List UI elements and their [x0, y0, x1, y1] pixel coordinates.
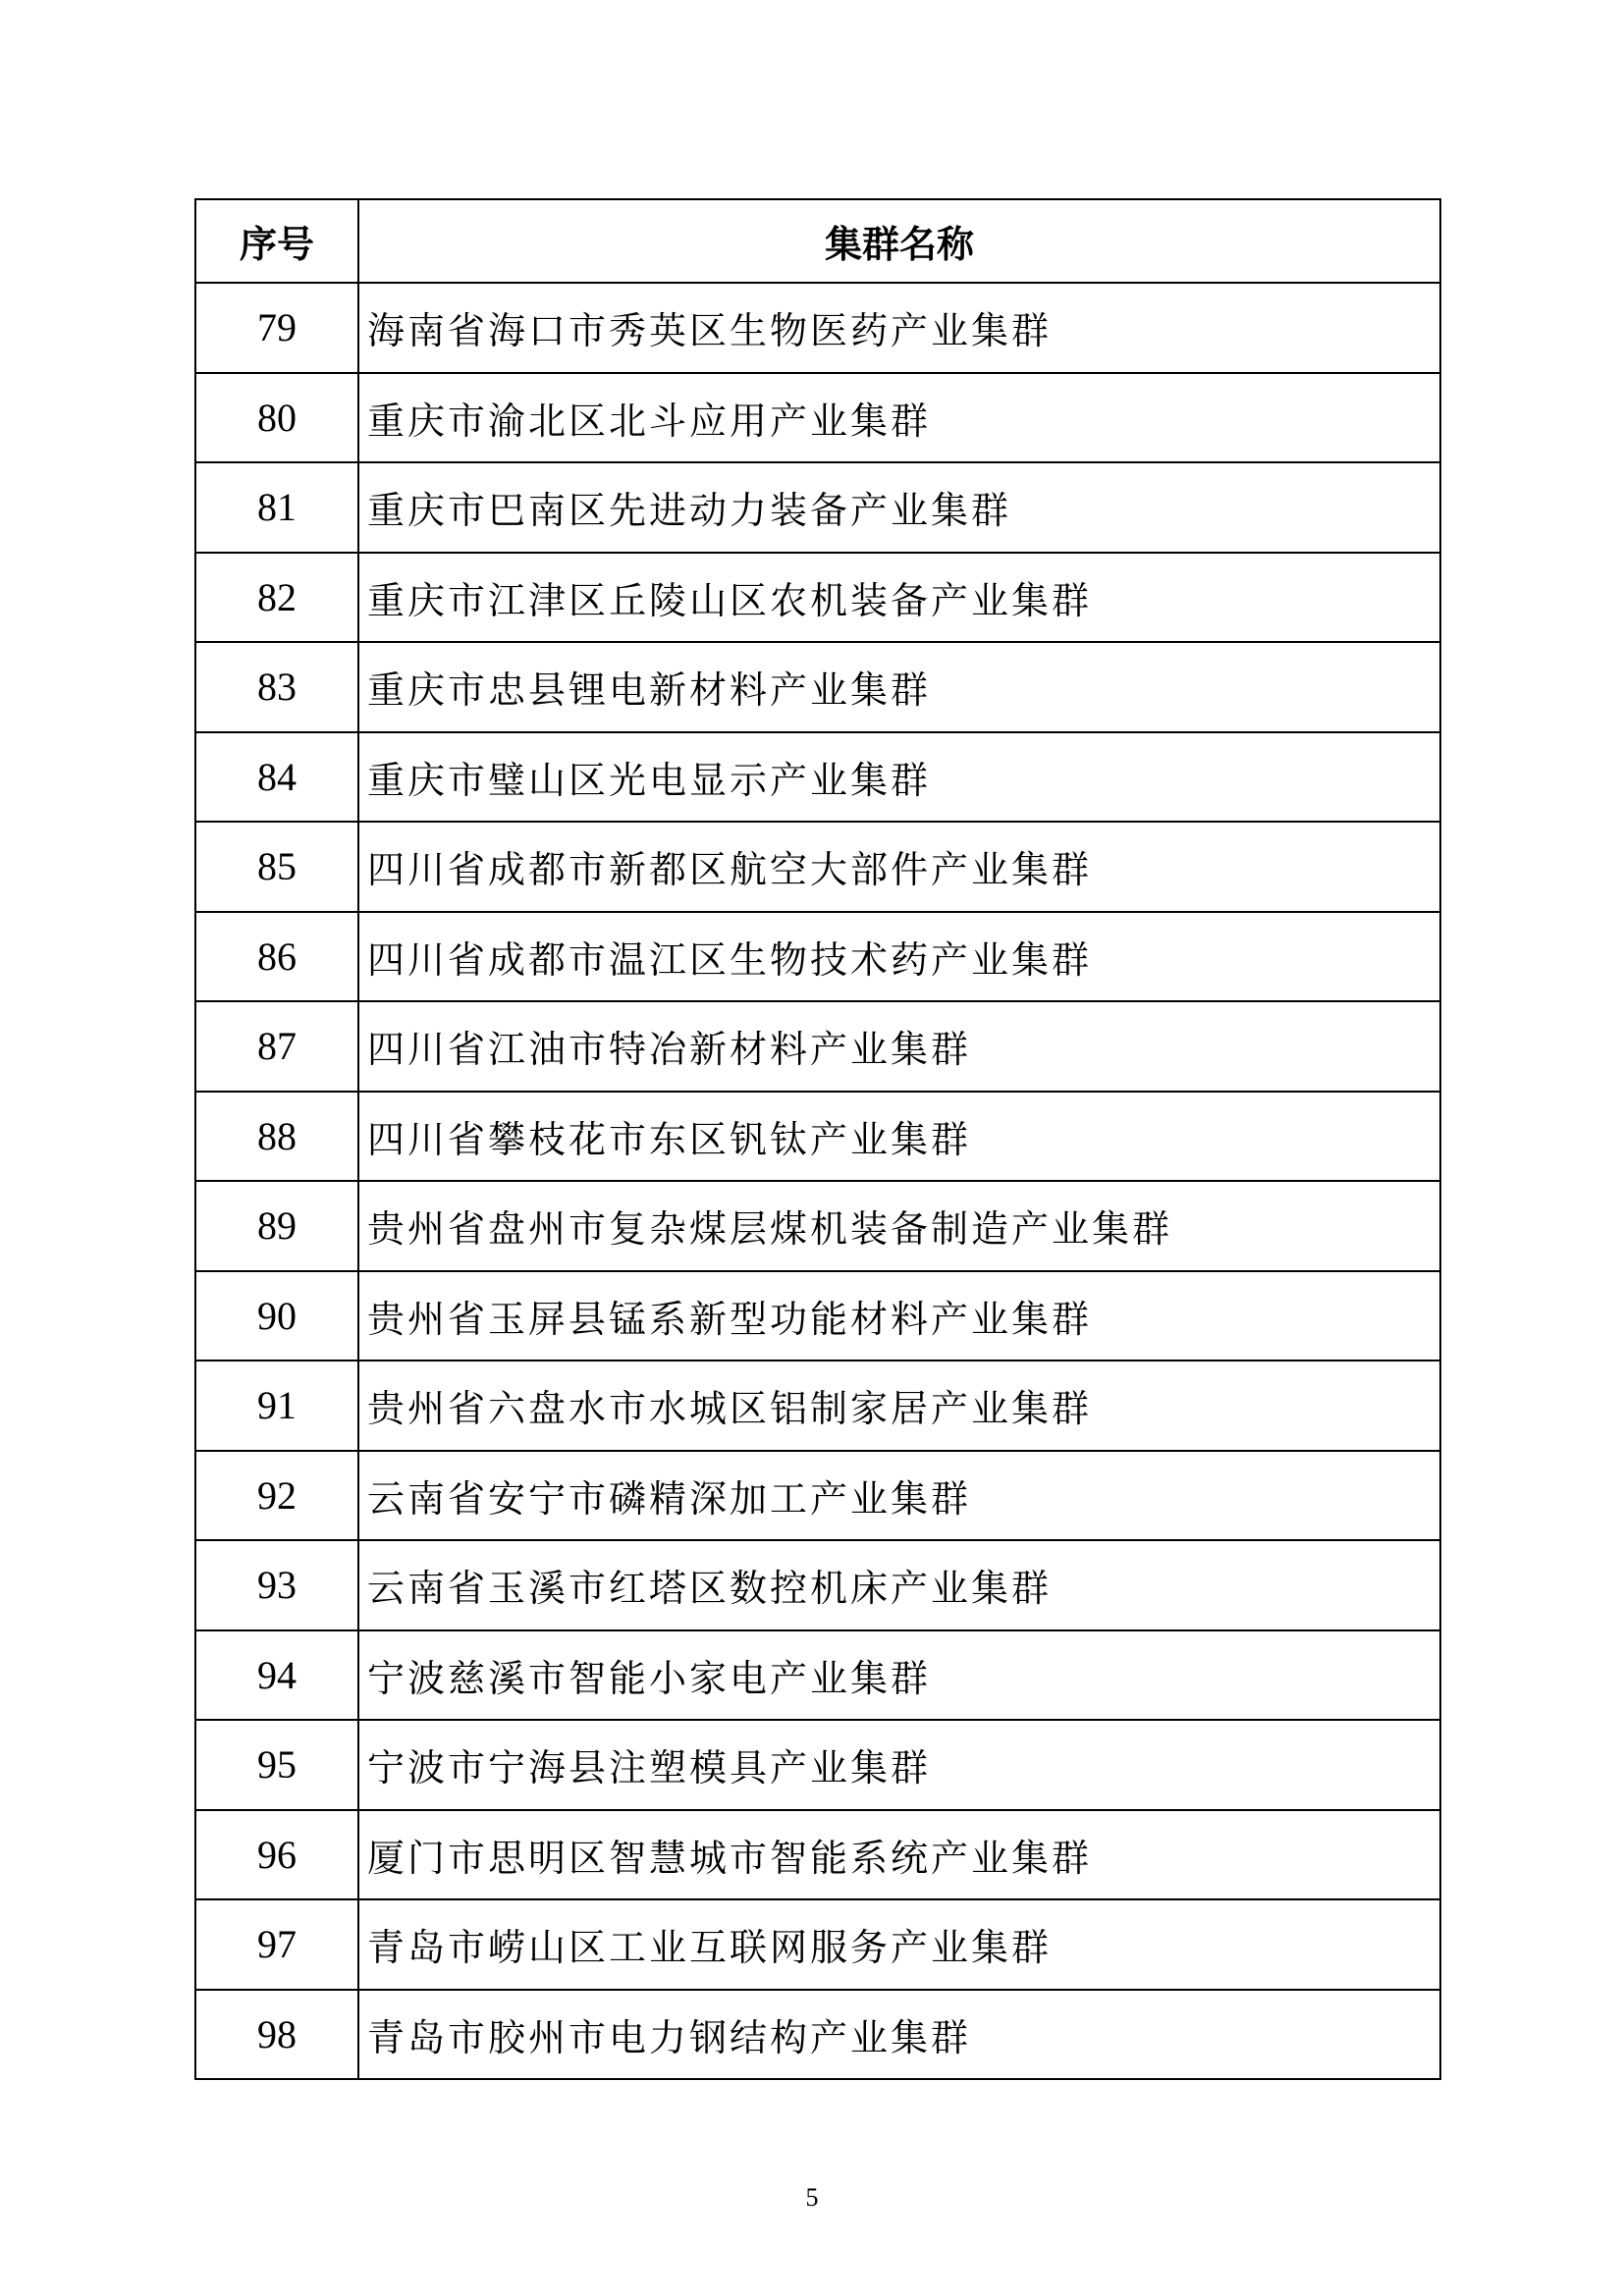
row-name: 贵州省盘州市复杂煤层煤机装备制造产业集群 — [358, 1181, 1440, 1271]
table-row — [195, 1451, 1440, 1541]
row-number: 91 — [195, 1361, 358, 1451]
table-row — [195, 1540, 1440, 1630]
row-number: 89 — [195, 1181, 358, 1271]
table-row — [195, 283, 1440, 373]
row-number: 93 — [195, 1540, 358, 1630]
table-row — [195, 1001, 1440, 1092]
row-number: 83 — [195, 642, 358, 732]
table-row — [195, 373, 1440, 463]
row-number: 92 — [195, 1451, 358, 1541]
row-name: 海南省海口市秀英区生物医药产业集群 — [358, 283, 1440, 373]
table-row — [195, 642, 1440, 732]
row-number: 85 — [195, 822, 358, 912]
table-row — [195, 822, 1440, 912]
row-name: 贵州省六盘水市水城区铝制家居产业集群 — [358, 1361, 1440, 1451]
table-row — [195, 1899, 1440, 1990]
table-row — [195, 1181, 1440, 1271]
row-name: 四川省成都市温江区生物技术药产业集群 — [358, 912, 1440, 1002]
cluster-table — [194, 198, 1441, 2080]
row-number: 87 — [195, 1001, 358, 1092]
row-name: 厦门市思明区智慧城市智能系统产业集群 — [358, 1810, 1440, 1900]
row-number: 98 — [195, 1990, 358, 2080]
row-name: 重庆市璧山区光电显示产业集群 — [358, 732, 1440, 823]
table-row — [195, 732, 1440, 823]
row-number: 90 — [195, 1271, 358, 1362]
row-name: 重庆市江津区丘陵山区农机装备产业集群 — [358, 553, 1440, 643]
header-number: 序号 — [195, 199, 358, 283]
table-header-row — [195, 199, 1440, 283]
row-name: 四川省成都市新都区航空大部件产业集群 — [358, 822, 1440, 912]
table-row — [195, 1361, 1440, 1451]
row-number: 81 — [195, 462, 358, 553]
row-number: 94 — [195, 1630, 358, 1721]
header-name: 集群名称 — [358, 199, 1440, 283]
table-row — [195, 462, 1440, 553]
table-row — [195, 912, 1440, 1002]
row-name: 宁波市宁海县注塑模具产业集群 — [358, 1720, 1440, 1810]
row-number: 86 — [195, 912, 358, 1002]
table-row — [195, 1092, 1440, 1182]
table-row — [195, 553, 1440, 643]
row-name: 四川省攀枝花市东区钒钛产业集群 — [358, 1092, 1440, 1182]
row-name: 重庆市忠县锂电新材料产业集群 — [358, 642, 1440, 732]
row-name: 重庆市巴南区先进动力装备产业集群 — [358, 462, 1440, 553]
row-number: 80 — [195, 373, 358, 463]
row-number: 84 — [195, 732, 358, 823]
row-number: 82 — [195, 553, 358, 643]
row-name: 青岛市崂山区工业互联网服务产业集群 — [358, 1899, 1440, 1990]
row-number: 96 — [195, 1810, 358, 1900]
row-name: 重庆市渝北区北斗应用产业集群 — [358, 373, 1440, 463]
table-row — [195, 1810, 1440, 1900]
table-row — [195, 1630, 1440, 1721]
table-row — [195, 1720, 1440, 1810]
table-body — [195, 283, 1440, 2079]
row-name: 青岛市胶州市电力钢结构产业集群 — [358, 1990, 1440, 2080]
table-row — [195, 1271, 1440, 1362]
row-name: 云南省安宁市磷精深加工产业集群 — [358, 1451, 1440, 1541]
row-name: 四川省江油市特冶新材料产业集群 — [358, 1001, 1440, 1092]
row-name: 云南省玉溪市红塔区数控机床产业集群 — [358, 1540, 1440, 1630]
row-number: 97 — [195, 1899, 358, 1990]
row-number: 88 — [195, 1092, 358, 1182]
row-number: 79 — [195, 283, 358, 373]
row-name: 宁波慈溪市智能小家电产业集群 — [358, 1630, 1440, 1721]
page-number: 5 — [805, 2183, 819, 2212]
table-row — [195, 1990, 1440, 2080]
row-number: 95 — [195, 1720, 358, 1810]
row-name: 贵州省玉屏县锰系新型功能材料产业集群 — [358, 1271, 1440, 1362]
